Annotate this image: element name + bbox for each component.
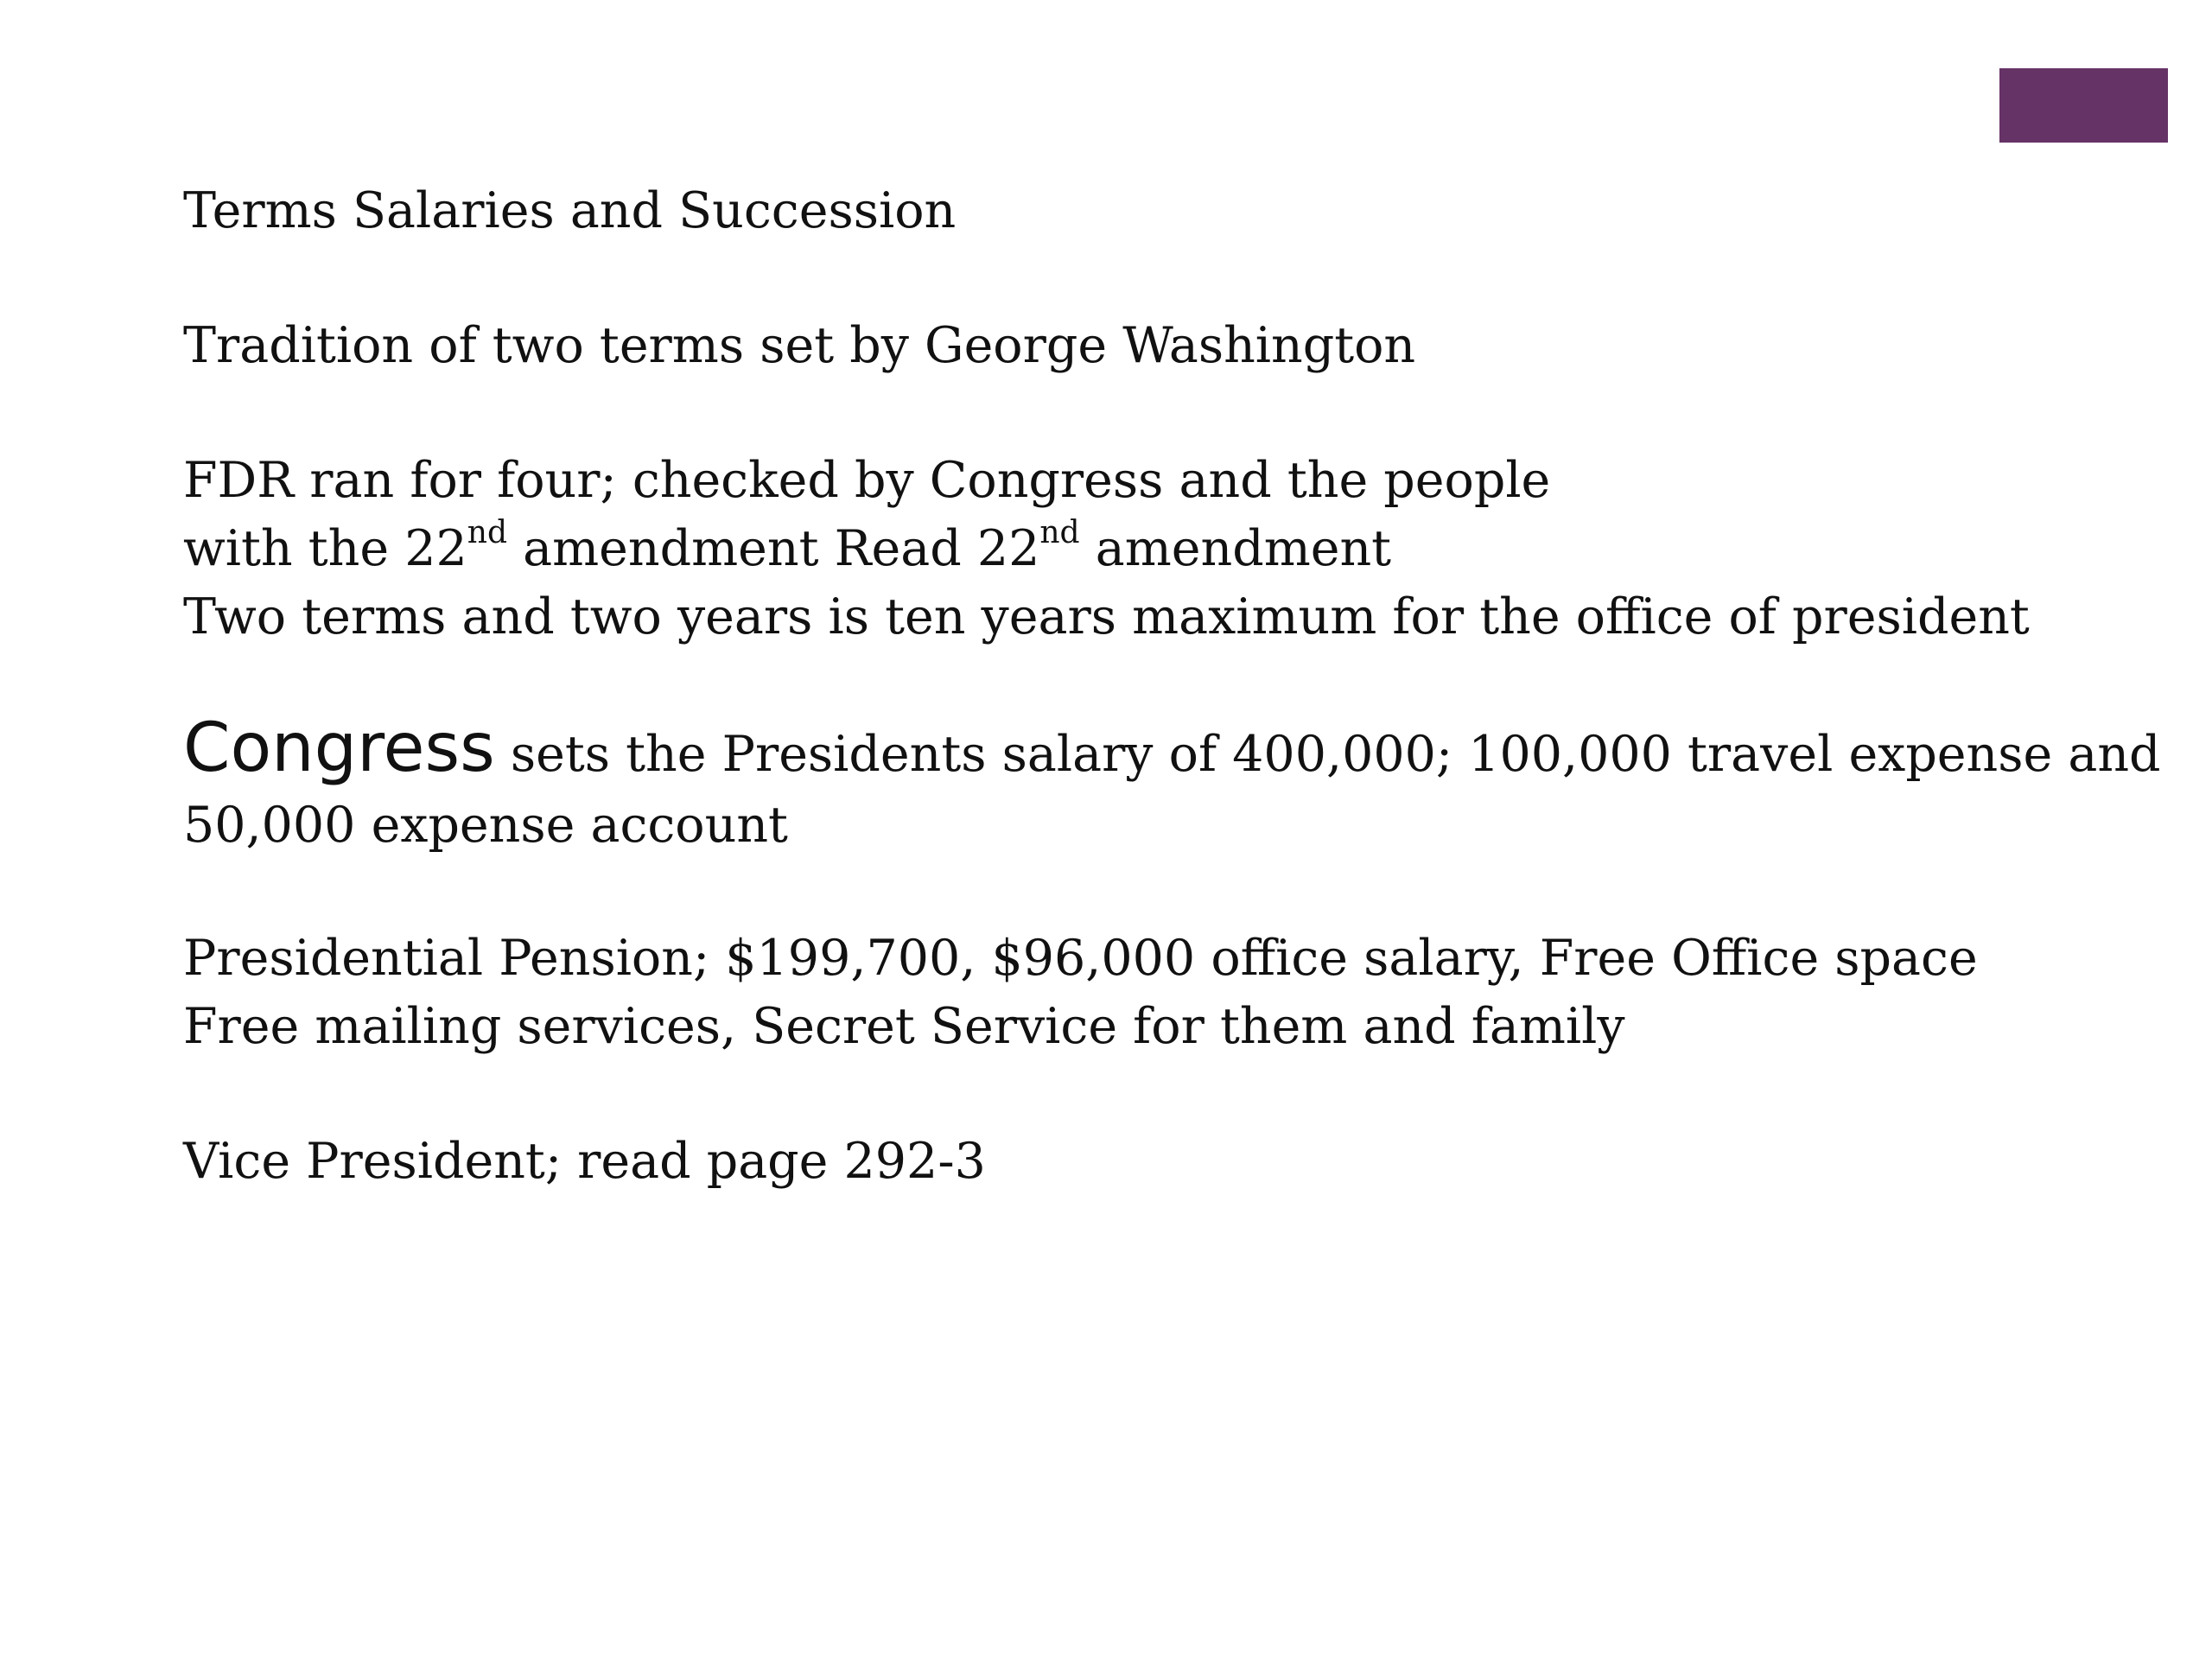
fdr-line-2 bbox=[183, 515, 2196, 583]
pension-paragraph bbox=[183, 925, 2196, 1061]
accent-block bbox=[1999, 68, 2168, 143]
fdr-line-2-part-a: with the 22 bbox=[183, 520, 467, 577]
salary-line-1-rest: sets the Presidents salary of 400,000; 100,000 travel expense and bbox=[494, 726, 2161, 783]
fdr-line-2-part-b: amendment Read 22 bbox=[507, 520, 1040, 577]
fdr-line-3: Two terms and two years is ten years maximum for the office of president bbox=[183, 588, 2030, 645]
fdr-paragraph bbox=[183, 447, 2196, 652]
vice-president-text: Vice President; read page 292-3 bbox=[183, 1133, 986, 1190]
salary-paragraph bbox=[183, 709, 2196, 858]
salary-line-2: 50,000 expense account bbox=[183, 797, 788, 854]
pension-line-1: Presidential Pension; $199,700, $96,000 office salary, Free Office space bbox=[183, 930, 1978, 987]
slide-content bbox=[183, 177, 2196, 1262]
tradition-text: Tradition of two terms set by George Washington bbox=[183, 317, 1416, 374]
ordinal-suffix: nd bbox=[467, 515, 507, 550]
congress-emphasis: Congress bbox=[183, 709, 495, 787]
ordinal-suffix: nd bbox=[1039, 515, 1080, 550]
fdr-line-2-part-c: amendment bbox=[1079, 520, 1392, 577]
slide-title: Terms Salaries and Succession bbox=[183, 182, 957, 239]
salary-line-1 bbox=[183, 709, 2196, 793]
fdr-line-1: FDR ran for four; checked by Congress and the people bbox=[183, 452, 1551, 509]
pension-line-2: Free mailing services, Secret Service for them and family bbox=[183, 998, 1625, 1055]
